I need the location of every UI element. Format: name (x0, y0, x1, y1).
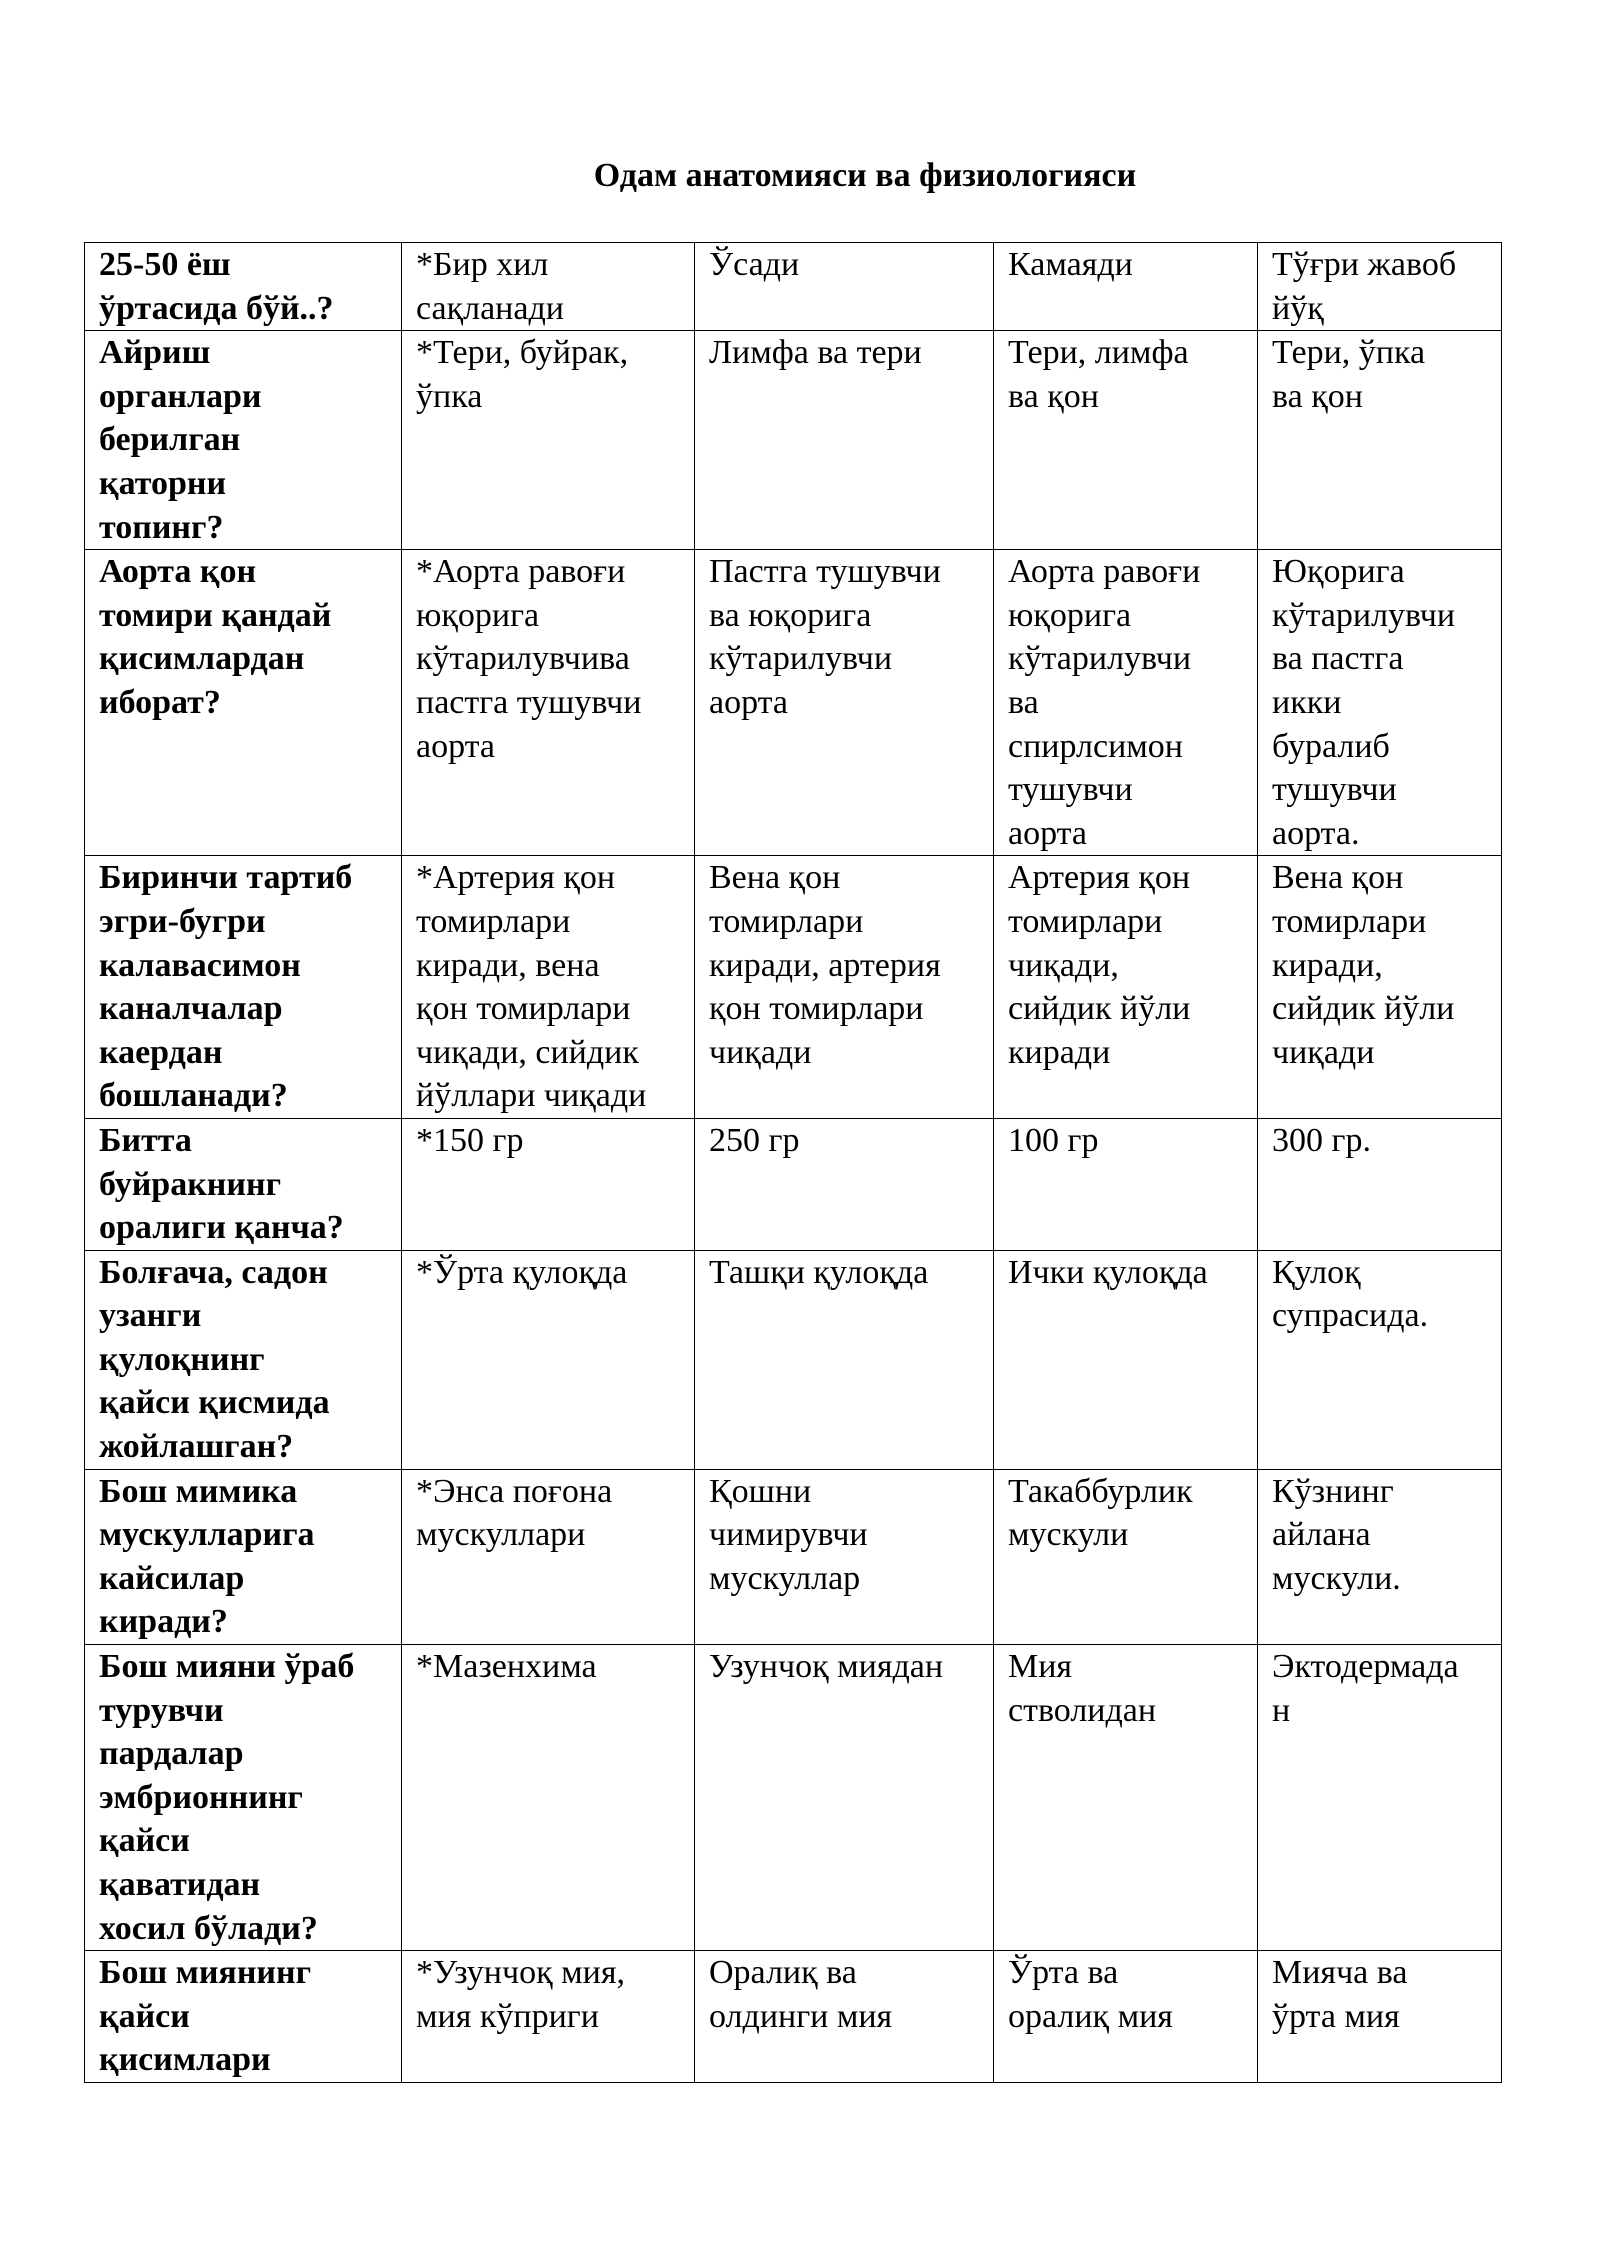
correct-answer-cell (402, 550, 695, 856)
question-cell (85, 243, 402, 331)
answer-text-line: Қошни (709, 1472, 812, 1510)
correct-answer-cell (402, 856, 695, 1119)
answer-text-line: н (1272, 1691, 1291, 1729)
answer-option-cell (695, 550, 994, 856)
answer-option-cell (994, 1951, 1258, 2083)
answer-option-cell (994, 550, 1258, 856)
answer-text-line: *Ўрта қулоқда (416, 1253, 628, 1291)
answer-option-cell (695, 331, 994, 550)
answer-text-line: кўтарилувчива (416, 640, 630, 678)
question-text-line: қисимлари (99, 2041, 271, 2079)
question-text-line: жойлашган? (99, 1428, 294, 1466)
answer-text-line: чимирувчи (709, 1516, 868, 1554)
answer-text-line: Пастга тушувчи (709, 553, 941, 591)
answer-text-line: Юқорига (1272, 553, 1405, 591)
answer-text-line: *Тери, буйрак, (416, 334, 629, 372)
answer-text-line: Вена қон (709, 859, 841, 897)
answer-text-line: *Бир хил (416, 246, 549, 283)
question-text-line: мускулларига (99, 1516, 315, 1554)
question-text-line: турувчи (99, 1691, 224, 1729)
answer-text-line: икки (1272, 683, 1342, 721)
question-text-line: Биринчи тартиб (99, 859, 353, 897)
answer-text-line: сийдик йўли (1272, 990, 1455, 1028)
answer-text-line: Ички қулоқда (1008, 1253, 1208, 1291)
quiz-row (85, 331, 1502, 550)
answer-text-line: Вена қон (1272, 859, 1404, 897)
quiz-row (85, 1469, 1502, 1644)
question-text-line: қаватидан (99, 1866, 261, 1904)
answer-text-line: Қулоқ (1272, 1253, 1361, 1291)
answer-text-line: аорта. (1272, 814, 1360, 852)
question-text-line: Битта (99, 1121, 192, 1159)
answer-text-line: томирлари (1008, 902, 1163, 940)
answer-text-line: *Артерия қон (416, 859, 616, 897)
page-title: Одам анатомияси ва физиологияси (593, 157, 1137, 194)
answer-text-line: тушувчи (1008, 771, 1133, 809)
answer-text-line: мускули (1008, 1516, 1129, 1554)
answer-text-line: томирлари (416, 902, 571, 940)
quiz-row (85, 1250, 1502, 1469)
answer-text-line: Эктодермада (1272, 1648, 1459, 1686)
answer-option-cell (1258, 1469, 1502, 1644)
answer-text-line: Оралиқ ва (709, 1954, 857, 1992)
answer-text-line: ўпка (416, 377, 483, 415)
answer-text-line: *Мазенхима (416, 1648, 597, 1686)
answer-text-line: ўрта мия (1272, 1997, 1400, 2035)
answer-text-line: йўқ (1272, 289, 1324, 327)
answer-text-line: Мия (1008, 1648, 1073, 1686)
answer-text-line: киради, вена (416, 946, 600, 984)
answer-text-line: чиқади (1272, 1033, 1375, 1071)
question-cell (85, 1645, 402, 1951)
answer-text-line: ва қон (1008, 377, 1099, 415)
answer-text-line: қон томирлари (709, 990, 924, 1028)
quiz-row (85, 243, 1502, 331)
answer-text-line: тушувчи (1272, 771, 1397, 809)
question-text-line: томири қандай (99, 596, 332, 634)
question-cell (85, 1469, 402, 1644)
answer-text-line: томирлари (1272, 902, 1427, 940)
answer-text-line: Ўсади (709, 246, 800, 283)
question-text-line: оралиги қанча? (99, 1209, 344, 1247)
question-cell (85, 1118, 402, 1250)
answer-option-cell (1258, 331, 1502, 550)
answer-text-line: Камаяди (1008, 246, 1133, 283)
question-text-line: хосил бўлади? (99, 1909, 318, 1947)
question-text-line: ўртасида бўй..? (99, 289, 334, 327)
question-text-line: буйракнинг (99, 1165, 282, 1203)
answer-text-line: олдинги мия (709, 1997, 893, 2035)
correct-answer-cell (402, 1469, 695, 1644)
answer-text-line: буралиб (1272, 727, 1390, 765)
answer-option-cell (1258, 1951, 1502, 2083)
question-text-line: Айриш (99, 334, 211, 372)
answer-option-cell (695, 1250, 994, 1469)
question-text-line: Аорта қон (99, 553, 257, 591)
question-text-line: калавасимон (99, 946, 301, 984)
answer-text-line: аорта (709, 683, 789, 721)
answer-option-cell (1258, 856, 1502, 1119)
answer-option-cell (994, 1469, 1258, 1644)
correct-answer-cell (402, 1951, 695, 2083)
answer-option-cell (695, 856, 994, 1119)
answer-text-line: *Энса поғона (416, 1472, 613, 1510)
question-text-line: 25-50 ёш (99, 246, 231, 283)
answer-text-line: юқорига (1008, 596, 1132, 634)
answer-text-line: Ташқи қулоқда (709, 1253, 929, 1291)
answer-text-line: супрасида. (1272, 1297, 1429, 1335)
answer-text-line: мия кўприги (416, 1997, 599, 2035)
answer-text-line: кўтарилувчи (1272, 596, 1456, 634)
answer-text-line: мускуллар (709, 1559, 861, 1597)
question-cell (85, 1951, 402, 2083)
answer-text-line: Ўрта ва (1008, 1954, 1119, 1992)
answer-text-line: *Аорта равоғи (416, 553, 626, 591)
answer-text-line: сийдик йўли (1008, 990, 1191, 1028)
question-text-line: топинг? (99, 508, 224, 546)
question-text-line: Бош мимика (99, 1472, 298, 1510)
answer-text-line: мускули. (1272, 1559, 1401, 1597)
answer-text-line: *150 гр (416, 1121, 524, 1159)
answer-text-line: пастга тушувчи (416, 683, 642, 721)
answer-option-cell (994, 1118, 1258, 1250)
answer-text-line: кўтарилувчи (709, 640, 893, 678)
question-text-line: бошланади? (99, 1077, 288, 1115)
answer-option-cell (1258, 243, 1502, 331)
answer-option-cell (1258, 1250, 1502, 1469)
answer-text-line: йўллари чиқади (416, 1077, 647, 1115)
answer-option-cell (695, 243, 994, 331)
answer-text-line: 100 гр (1008, 1121, 1099, 1159)
quiz-table (84, 242, 1502, 2083)
answer-text-line: томирлари (709, 902, 864, 940)
correct-answer-cell (402, 1118, 695, 1250)
answer-option-cell (695, 1951, 994, 2083)
answer-text-line: чиқади, (1008, 946, 1119, 984)
answer-option-cell (994, 331, 1258, 550)
answer-text-line: юқорига (416, 596, 540, 634)
answer-text-line: аорта (1008, 814, 1088, 852)
answer-option-cell (695, 1469, 994, 1644)
answer-text-line: Тери, лимфа (1008, 334, 1189, 372)
answer-option-cell (695, 1118, 994, 1250)
quiz-row (85, 550, 1502, 856)
question-text-line: эмбрионнинг (99, 1778, 303, 1816)
answer-text-line: 250 гр (709, 1121, 800, 1159)
question-text-line: Бош миянинг (99, 1954, 312, 1992)
answer-text-line: ва юқорига (709, 596, 872, 634)
correct-answer-cell (402, 243, 695, 331)
answer-text-line: қон томирлари (416, 990, 631, 1028)
question-text-line: қулоқнинг (99, 1340, 265, 1378)
answer-option-cell (1258, 1645, 1502, 1951)
answer-text-line: Тери, ўпка (1272, 334, 1426, 372)
answer-text-line: 300 гр. (1272, 1121, 1371, 1159)
question-text-line: пардалар (99, 1735, 244, 1773)
answer-option-cell (994, 856, 1258, 1119)
quiz-table-body (85, 243, 1502, 2083)
answer-text-line: аорта (416, 727, 496, 765)
answer-option-cell (1258, 550, 1502, 856)
question-cell (85, 1250, 402, 1469)
answer-text-line: стволидан (1008, 1691, 1157, 1729)
question-text-line: Бош мияни ўраб (99, 1648, 355, 1686)
answer-text-line: Узунчоқ миядан (709, 1648, 944, 1686)
question-text-line: қайси қисмида (99, 1384, 330, 1422)
question-text-line: органлари (99, 377, 262, 415)
answer-text-line: Артерия қон (1008, 859, 1191, 897)
question-text-line: кайсилар (99, 1559, 245, 1597)
answer-text-line: чиқади (709, 1033, 812, 1071)
answer-text-line: киради, (1272, 946, 1383, 984)
correct-answer-cell (402, 1250, 695, 1469)
answer-text-line: киради (1008, 1033, 1111, 1071)
question-text-line: узанги (99, 1297, 202, 1335)
quiz-row (85, 1118, 1502, 1250)
answer-option-cell (695, 1645, 994, 1951)
answer-text-line: мускуллари (416, 1516, 586, 1554)
question-text-line: Болғача, садон (99, 1253, 328, 1291)
question-cell (85, 550, 402, 856)
answer-option-cell (994, 243, 1258, 331)
quiz-row (85, 1951, 1502, 2083)
answer-text-line: Мияча ва (1272, 1954, 1408, 1992)
answer-text-line: кўтарилувчи (1008, 640, 1192, 678)
question-text-line: киради? (99, 1603, 228, 1641)
answer-text-line: ва пастга (1272, 640, 1404, 678)
answer-text-line: киради, артерия (709, 946, 941, 984)
answer-text-line: Кўзнинг (1272, 1472, 1394, 1510)
answer-text-line: сақланади (416, 289, 564, 327)
answer-text-line: *Узунчоқ мия, (416, 1954, 625, 1992)
question-text-line: каердан (99, 1033, 223, 1071)
question-text-line: эгри-бугри (99, 902, 266, 940)
question-text-line: қисимлардан (99, 640, 305, 678)
question-text-line: иборат? (99, 683, 221, 721)
answer-option-cell (994, 1645, 1258, 1951)
answer-option-cell (1258, 1118, 1502, 1250)
answer-text-line: ва қон (1272, 377, 1363, 415)
question-text-line: қайси (99, 1997, 190, 2035)
correct-answer-cell (402, 331, 695, 550)
answer-text-line: айлана (1272, 1516, 1371, 1554)
question-text-line: қаторни (99, 464, 227, 502)
answer-text-line: Аорта равоғи (1008, 553, 1201, 591)
answer-text-line: Лимфа ва тери (709, 334, 922, 372)
question-text-line: каналчалар (99, 990, 283, 1028)
answer-text-line: спирлсимон (1008, 727, 1183, 765)
answer-option-cell (994, 1250, 1258, 1469)
answer-text-line: чиқади, сийдик (416, 1033, 639, 1071)
question-cell (85, 331, 402, 550)
correct-answer-cell (402, 1645, 695, 1951)
answer-text-line: оралиқ мия (1008, 1997, 1173, 2035)
question-text-line: берилган (99, 421, 241, 459)
quiz-row (85, 1645, 1502, 1951)
answer-text-line: ва (1008, 683, 1039, 721)
question-cell (85, 856, 402, 1119)
question-text-line: қайси (99, 1822, 190, 1860)
answer-text-line: Тўғри жавоб (1272, 246, 1457, 283)
quiz-row (85, 856, 1502, 1119)
answer-text-line: Такаббурлик (1008, 1472, 1193, 1510)
